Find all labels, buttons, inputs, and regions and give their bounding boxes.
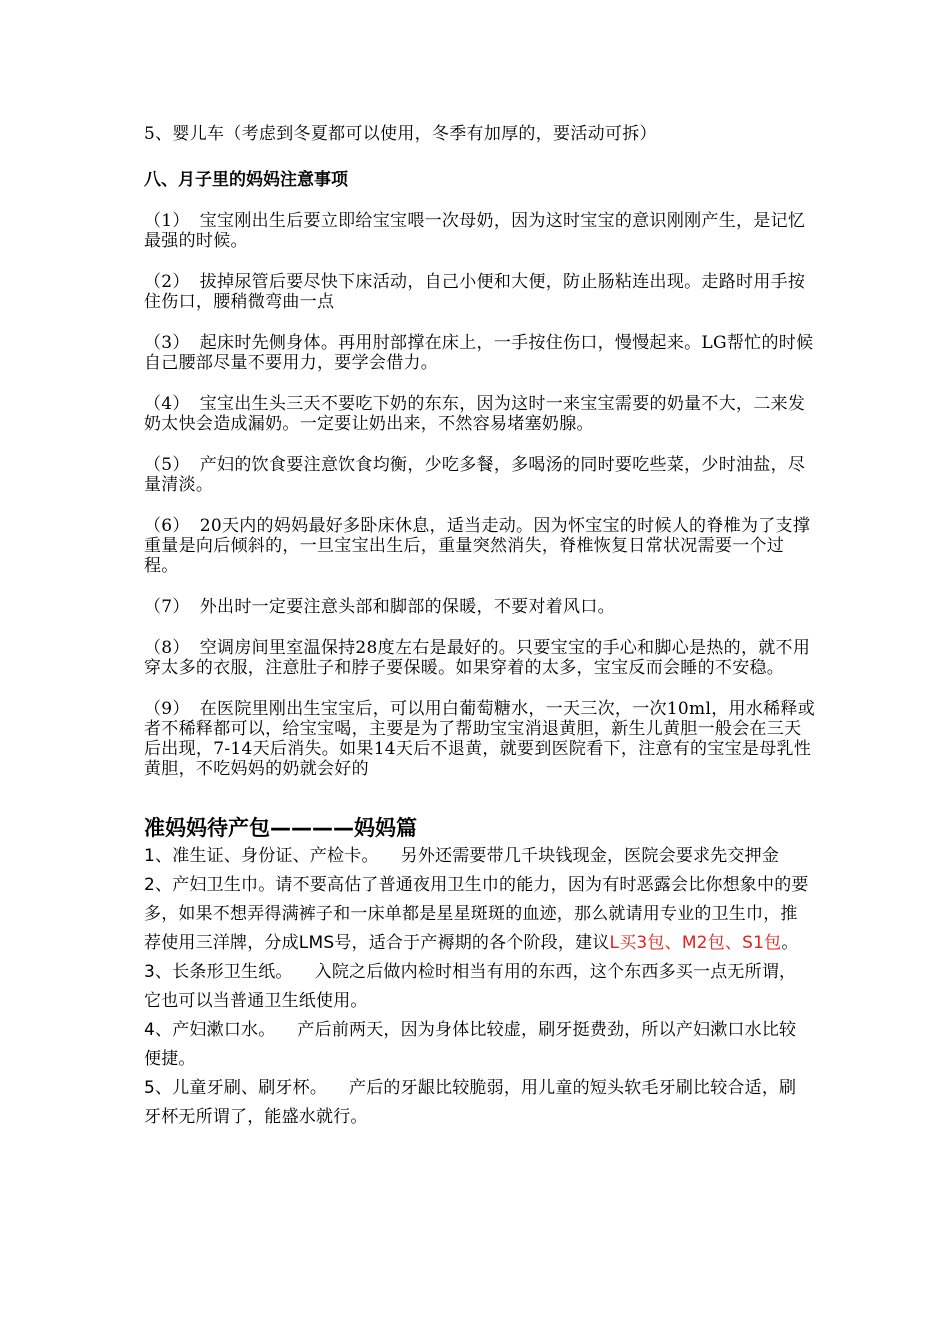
note-number: （1） <box>144 211 190 231</box>
list-item <box>144 842 812 871</box>
stroller-item: 5、婴儿车（考虑到冬夏都可以使用，冬季有加厚的，要活动可拆） <box>144 124 657 144</box>
list-item <box>144 958 812 1016</box>
section-heading: 八、月子里的妈妈注意事项 <box>144 170 348 190</box>
note-number: （4） <box>144 394 190 414</box>
item-tail: 。 <box>781 933 799 953</box>
note-text: 宝宝出生头三天不要吃下奶的东东，因为这时一来宝宝需要的奶量不大，二来发奶太快会造成漏奶。一定要让奶出来，不然容易堵塞奶腺。 <box>144 394 806 434</box>
note-text: 20天内的妈妈最好多卧床休息，适当走动。因为怀宝宝的时候人的脊椎为了支撑重量是向后倾斜的，一旦宝宝出生后，重量突然消失，脊椎恢复日常状况需要一个过程。 <box>144 516 811 576</box>
note-number: （7） <box>144 597 190 617</box>
note-item <box>144 455 816 495</box>
note-number: （9） <box>144 699 190 719</box>
note-item <box>144 516 816 576</box>
list-item <box>144 1074 812 1132</box>
postpartum-notes <box>144 211 816 800</box>
note-number: （5） <box>144 455 190 475</box>
item-description: 产后前两天，因为身体比较虚，刷牙挺费劲，所以产妇漱口水比较便捷。 <box>144 1020 797 1069</box>
note-text: 宝宝刚出生后要立即给宝宝喂一次母奶，因为这时宝宝的意识刚刚产生，是记忆最强的时候。 <box>144 211 806 251</box>
list-item <box>144 871 812 958</box>
item-description: 另外还需要带几千块钱现金，医院会要求先交押金 <box>400 846 780 866</box>
note-item <box>144 597 816 617</box>
note-item <box>144 211 816 251</box>
purchase-quantity-highlight: L买3包、M2包、S1包 <box>609 933 782 953</box>
item-name: 2、产妇卫生巾。 <box>144 875 276 895</box>
item-description: 入院之后做内检时相当有用的东西，这个东西多买一点无所谓，它也可以当普通卫生纸使用。 <box>144 962 797 1011</box>
item-name: 1、准生证、身份证、产检卡。 <box>144 846 379 866</box>
item-name: 5、儿童牙刷、刷牙杯。 <box>144 1078 328 1098</box>
note-text: 产妇的饮食要注意饮食均衡，少吃多餐，多喝汤的同时要吃些菜，少时油盐，尽量清淡。 <box>144 455 806 495</box>
note-number: （3） <box>144 333 190 353</box>
hospital-bag-list <box>144 842 812 1132</box>
note-text: 空调房间里室温保持28度左右是最好的。只要宝宝的手心和脚心是热的，就不用穿太多的衣服，注意肚子和脖子要保暖。如果穿着的太多，宝宝反而会睡的不安稳。 <box>144 638 811 678</box>
note-item <box>144 699 816 779</box>
item-name: 4、产妇漱口水。 <box>144 1020 276 1040</box>
note-number: （6） <box>144 516 190 536</box>
list-item <box>144 1016 812 1074</box>
note-text: 在医院里刚出生宝宝后，可以用白葡萄糖水，一天三次，一次10ml，用水稀释或者不稀释都可以，给宝宝喝，主要是为了帮助宝宝消退黄胆，新生儿黄胆一般会在三天后出现，7-14天后消失。如果14天后不退黄，就要到医院看下，注意有的宝宝是母乳性黄胆，不吃妈妈的奶就会好的 <box>144 699 816 779</box>
item-description: 产后的牙龈比较脆弱，用儿童的短头软毛牙刷比较合适，刷牙杯无所谓了，能盛水就行。 <box>144 1078 797 1127</box>
note-text: 外出时一定要注意头部和脚部的保暖，不要对着风口。 <box>199 597 615 617</box>
item-name: 3、长条形卫生纸。 <box>144 962 293 982</box>
hospital-bag-heading: 准妈妈待产包————妈妈篇 <box>144 816 417 840</box>
note-item <box>144 333 816 373</box>
note-number: （8） <box>144 638 190 658</box>
note-item <box>144 394 816 434</box>
item-description: 请不要高估了普通夜用卫生巾的能力，因为有时恶露会比你想象中的要多，如果不想弄得满裤子和一床单都是星星斑斑的血迹，那么就请用专业的卫生巾，推荐使用三洋牌，分成LMS号，适合于产褥期的各个阶段，建议 <box>144 875 809 953</box>
note-text: 拔掉尿管后要尽快下床活动，自己小便和大便，防止肠粘连出现。走路时用手按住伤口，腰稍微弯曲一点 <box>144 272 806 312</box>
note-item <box>144 638 816 678</box>
note-number: （2） <box>144 272 190 292</box>
note-item <box>144 272 816 312</box>
note-text: 起床时先侧身体。再用肘部撑在床上，一手按住伤口，慢慢起来。LG帮忙的时候自己腰部尽量不要用力，要学会借力。 <box>144 333 814 373</box>
